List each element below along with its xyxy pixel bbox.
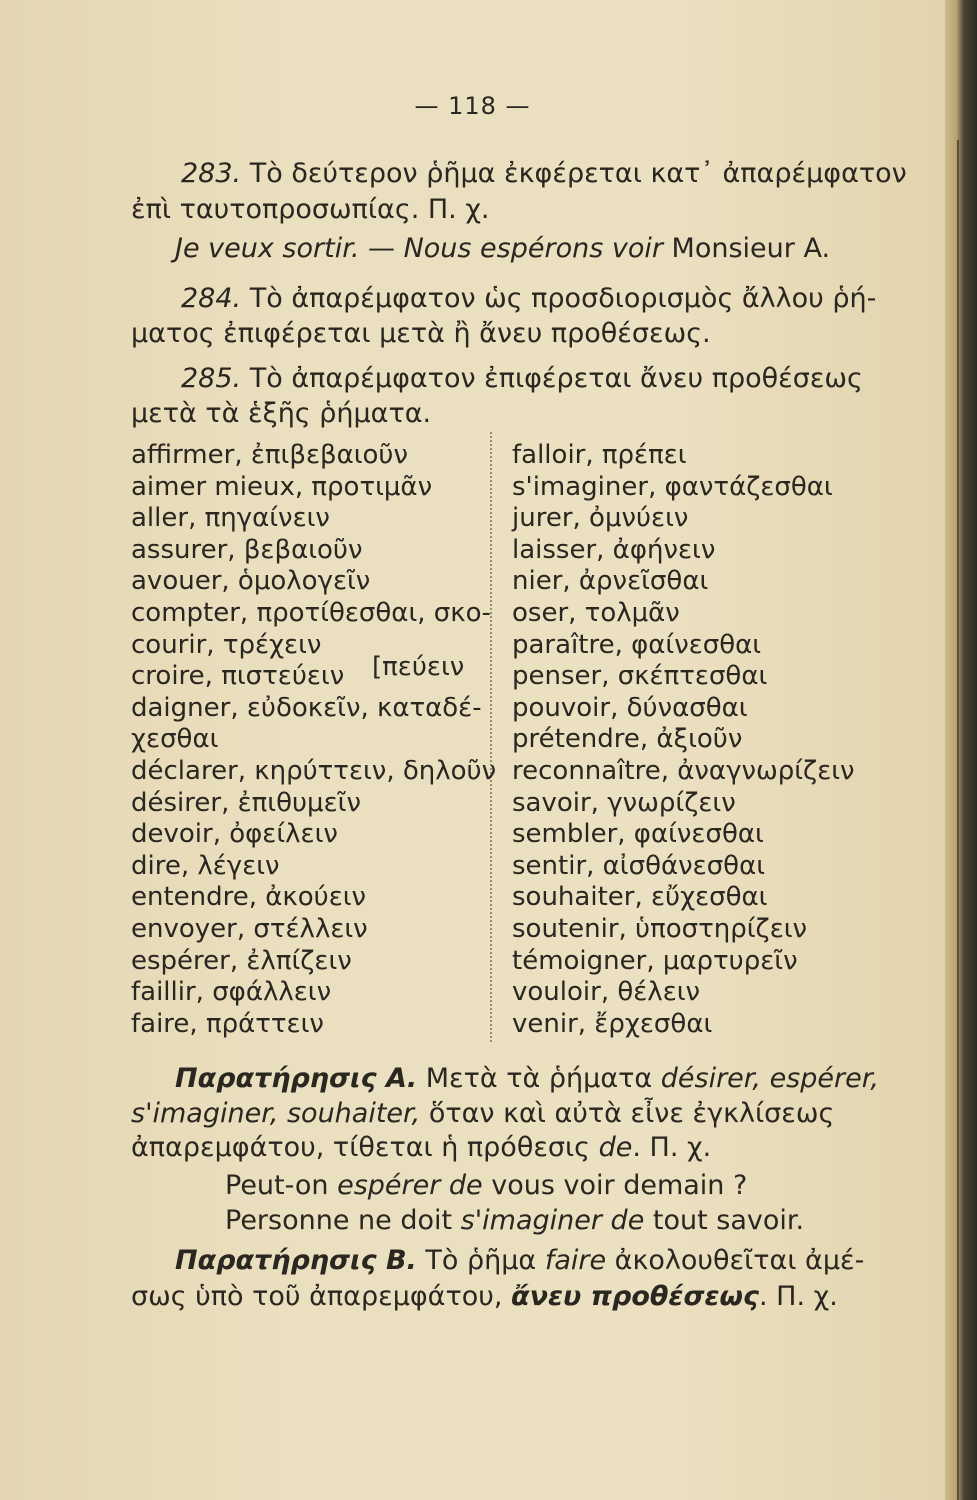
verb-entry: paraître, φαίνεσθαι bbox=[512, 629, 762, 660]
remark-a-text-2b: ὅταν καὶ αὐτὰ εἶνε ἐγκλίσεως bbox=[420, 1098, 835, 1129]
verb-entry: pouvoir, δύνασθαι bbox=[512, 692, 748, 723]
remark-a-label: Παρατήρησις Α. bbox=[175, 1063, 418, 1094]
para-283-example bbox=[175, 235, 830, 262]
remark-b-line-2 bbox=[131, 1283, 838, 1310]
verb-entry: laisser, ἀφήνειν bbox=[512, 534, 716, 565]
remark-a-line-2 bbox=[131, 1100, 834, 1127]
verb-entry: sentir, αἰσθάνεσθαι bbox=[512, 850, 766, 881]
remark-b-text-2c: . Π. χ. bbox=[759, 1281, 838, 1312]
para-284-text-1: Τὸ ἀπαρέμφατον ὡς προσδιορισμὸς ἄλλου ῥή- bbox=[249, 283, 877, 314]
para-285-number: 285. bbox=[181, 363, 242, 394]
verb-entry: avouer, ὁμολογεῖν bbox=[131, 566, 371, 597]
remark-a-ex1a: Peut-on bbox=[225, 1170, 338, 1201]
left-column-continuation: [πεύειν bbox=[372, 652, 465, 682]
remark-a-text-1a: Μετὰ τὰ ῥήματα bbox=[417, 1063, 661, 1094]
remark-a-text-1b: désirer, espérer, bbox=[660, 1063, 879, 1094]
verb-entry: affirmer, ἐπιβεβαιοῦν bbox=[131, 440, 408, 470]
verb-entry: soutenir, ὑποστηρίζειν bbox=[512, 914, 808, 944]
verb-entry: croire, πιστεύειν bbox=[131, 661, 345, 692]
verb-entry: daigner, εὐδοκεῖν, καταδέ- bbox=[131, 692, 482, 723]
verb-entry: vouloir, θέλειν bbox=[512, 977, 701, 1008]
verb-entry: jurer, ὀμνύειν bbox=[512, 503, 689, 534]
remark-b-text-1c: ἀκολουθεῖται ἀμέ- bbox=[606, 1245, 865, 1276]
remark-b-line-1 bbox=[175, 1247, 864, 1274]
para-283-line-1 bbox=[181, 160, 907, 187]
para-285-line-1 bbox=[181, 365, 863, 392]
remark-a-ex2a: Personne ne doit bbox=[225, 1205, 461, 1236]
remark-a-ex1c: vous voir demain ? bbox=[482, 1170, 748, 1201]
remark-a-ex1b: espérer de bbox=[337, 1170, 483, 1201]
para-284-number: 284. bbox=[181, 283, 242, 314]
verb-entry: prétendre, ἀξιοῦν bbox=[512, 724, 743, 755]
verb-entry: aller, πηγαίνειν bbox=[131, 503, 330, 534]
verb-entry: penser, σκέπτεσθαι bbox=[512, 661, 768, 692]
verb-entry: devoir, ὀφείλειν bbox=[131, 819, 338, 850]
verb-entry: courir, τρέχειν bbox=[131, 629, 322, 660]
remark-a-text-2a: s'imaginer, souhaiter, bbox=[131, 1098, 421, 1129]
remark-b-text-2b: ἄνευ προθέσεως bbox=[511, 1281, 759, 1312]
spine-edge bbox=[957, 140, 959, 1500]
verb-entry: χεσθαι bbox=[131, 724, 219, 755]
para-285-line-2: μετὰ τὰ ἑξῆς ῥήματα. bbox=[131, 398, 432, 429]
remark-b-label: Παρατήρησις Β. bbox=[175, 1245, 417, 1276]
para-285-text-1: Τὸ ἀπαρέμφατον ἐπιφέρεται ἄνευ προθέσεως bbox=[249, 363, 863, 394]
verb-entry: faillir, σφάλλειν bbox=[131, 977, 332, 1008]
example-monsieur: Monsieur A. bbox=[662, 233, 831, 264]
verb-entry: dire, λέγειν bbox=[131, 850, 280, 881]
remark-a-ex2b: s'imaginer de bbox=[460, 1205, 645, 1236]
book-spine bbox=[945, 0, 977, 1500]
verb-entry: faire, πράττειν bbox=[131, 1008, 324, 1039]
verb-entry: aimer mieux, προτιμᾶν bbox=[131, 471, 433, 502]
remark-b-text-2a: σως ὑπὸ τοῦ ἀπαρεμφάτου, bbox=[131, 1281, 512, 1312]
verb-entry: nier, ἀρνεῖσθαι bbox=[512, 566, 709, 597]
verb-entry: s'imaginer, φαντάζεσθαι bbox=[512, 471, 833, 502]
verb-entry: compter, προτίθεσθαι, σκο- bbox=[131, 598, 491, 628]
remark-a-text-3a: ἀπαρεμφάτου, τίθεται ἡ πρόθεσις bbox=[131, 1132, 599, 1163]
verb-entry: déclarer, κηρύττειν, δηλοῦν bbox=[131, 756, 497, 786]
remark-a-text-3b: de bbox=[598, 1132, 633, 1163]
example-dash: — bbox=[359, 233, 404, 264]
page-number: — 118 — bbox=[414, 92, 531, 120]
verb-entry: souhaiter, εὔχεσθαι bbox=[512, 882, 768, 913]
verb-entry: envoyer, στέλλειν bbox=[131, 914, 368, 944]
verb-entry: assurer, βεβαιοῦν bbox=[131, 534, 363, 565]
remark-a-line-3 bbox=[131, 1134, 711, 1161]
verb-entry: entendre, ἀκούειν bbox=[131, 882, 367, 913]
remark-b-text-1a: Τὸ ῥῆμα bbox=[416, 1245, 545, 1276]
verb-entry: désirer, ἐπιθυμεῖν bbox=[131, 787, 361, 818]
verb-entry: falloir, πρέπει bbox=[512, 440, 687, 470]
remark-b-text-1b: faire bbox=[544, 1245, 607, 1276]
verb-entry: témoigner, μαρτυρεῖν bbox=[512, 945, 798, 976]
para-284-line-2: ματος ἐπιφέρεται μετὰ ἢ ἄνευ προθέσεως. bbox=[131, 318, 711, 349]
verb-entry: savoir, γνωρίζειν bbox=[512, 787, 736, 818]
verb-entry: sembler, φαίνεσθαι bbox=[512, 819, 764, 850]
verb-entry: venir, ἔρχεσθαι bbox=[512, 1008, 713, 1039]
example-nous-esperons: Nous espérons voir bbox=[403, 233, 663, 264]
remark-a-example-2 bbox=[225, 1207, 804, 1234]
verb-entry: reconnaître, ἀναγνωρίζειν bbox=[512, 756, 855, 786]
para-283-number: 283. bbox=[181, 158, 242, 189]
remark-a-text-3c: . Π. χ. bbox=[632, 1132, 712, 1163]
para-284-line-1 bbox=[181, 285, 876, 312]
remark-a-example-1 bbox=[225, 1172, 747, 1199]
remark-a-ex2c: tout savoir. bbox=[644, 1205, 805, 1236]
example-je-veux: Je veux sortir. bbox=[175, 233, 360, 264]
verb-entry: espérer, ἐλπίζειν bbox=[131, 945, 352, 976]
verb-entry: oser, τολμᾶν bbox=[512, 598, 680, 628]
para-283-line-2: ἐπὶ ταυτοπροσωπίας. Π. χ. bbox=[131, 194, 490, 225]
column-divider bbox=[490, 432, 492, 1042]
remark-a-line-1 bbox=[175, 1065, 879, 1092]
para-283-text-1: Τὸ δεύτερον ῥῆμα ἐκφέρεται κατ᾽ ἀπαρέμφατον bbox=[249, 158, 907, 189]
